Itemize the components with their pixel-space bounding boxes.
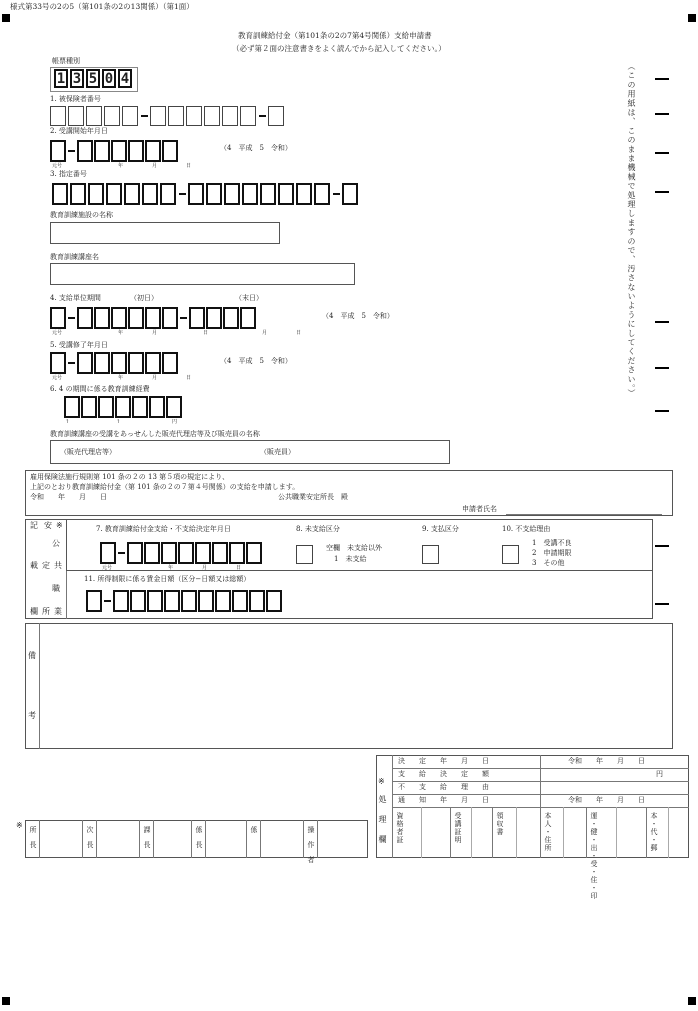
digit-box	[162, 307, 178, 329]
digit-box	[198, 590, 214, 612]
separator-dash	[104, 600, 111, 602]
digit-box	[206, 183, 222, 205]
office-side-label: 業	[54, 607, 62, 616]
office-side-label: ※	[56, 521, 63, 530]
digit-box	[189, 307, 205, 329]
unit-label-day: 日	[203, 330, 209, 336]
digit-box	[162, 140, 178, 162]
form-type-digit: 5	[86, 69, 100, 88]
separator-dash	[180, 317, 187, 319]
digit-box	[164, 590, 180, 612]
digit-box	[223, 307, 239, 329]
digit-box	[212, 542, 228, 564]
unit-label-month: 月	[152, 330, 158, 336]
digit-box	[86, 106, 102, 126]
digit-box	[150, 106, 166, 126]
digit-box	[195, 542, 211, 564]
stamp-col-label: 係長	[195, 826, 203, 856]
separator-dash	[68, 362, 75, 364]
digit-box	[162, 352, 178, 374]
form-type-digit: 4	[118, 69, 132, 88]
check-col-label: 資格者証	[396, 812, 404, 844]
processing-mark: ※	[378, 777, 385, 786]
separator-dash	[259, 115, 266, 117]
unit-label-era: 元号	[52, 163, 63, 169]
digit-box	[144, 542, 160, 564]
unpaid-category-box[interactable]	[296, 545, 313, 564]
digit-box	[160, 183, 176, 205]
digit-box	[88, 183, 104, 205]
digit-box	[122, 106, 138, 126]
office-side-label: 公	[52, 539, 60, 548]
digit-box	[128, 140, 144, 162]
digit-box	[249, 590, 265, 612]
digit-box	[94, 307, 110, 329]
decision-date-label: 7. 教育訓練給付金支給・不支給決定年月日	[96, 525, 231, 533]
digit-box	[98, 396, 114, 418]
unit-label-era: 元号	[52, 375, 63, 381]
remarks-label: 考	[28, 711, 36, 720]
digit-box	[130, 590, 146, 612]
digit-box	[111, 140, 127, 162]
declaration-line: 雇用保険法施行規則第 101 条の２の 13 第５項の規定により、	[30, 473, 230, 481]
check-col-divider	[646, 807, 647, 858]
unit-label-day: 日	[236, 565, 242, 571]
agency-right-label: （販売員）	[260, 448, 295, 456]
digit-box	[128, 352, 144, 374]
stamp-cell	[39, 820, 82, 858]
timing-mark	[655, 367, 669, 369]
digit-box	[77, 140, 93, 162]
payment-period-from-label: （初日）	[130, 294, 158, 302]
digit-box	[86, 590, 102, 612]
digit-box	[222, 106, 238, 126]
era-note: （4 平成 5 令和）	[322, 312, 394, 320]
digit-box	[188, 183, 204, 205]
check-col-line	[421, 807, 422, 858]
unit-label-month: 月	[202, 565, 208, 571]
digit-box	[268, 106, 284, 126]
era-note: （4 平成 5 令和）	[220, 144, 292, 152]
stamp-col-label: 係	[250, 826, 258, 841]
non-payment-reason-option: 1 受講不良	[532, 539, 572, 547]
timing-mark	[655, 410, 669, 412]
stamps-col-line	[191, 820, 192, 858]
digit-box	[68, 106, 84, 126]
digit-box	[104, 106, 120, 126]
remarks-box	[25, 623, 673, 749]
digit-box	[149, 396, 165, 418]
declaration-date: 令和 年 月 日	[30, 493, 107, 501]
timing-mark	[655, 152, 669, 154]
non-payment-reason-option: 2 申請期限	[532, 549, 572, 557]
processing-row-label: 支 給 決 定 額	[398, 770, 489, 778]
tick-mark: ↑	[116, 419, 121, 425]
digit-box	[115, 396, 131, 418]
digit-box	[178, 542, 194, 564]
unit-label-yen: 円	[172, 419, 178, 425]
course-name-input[interactable]	[50, 263, 355, 285]
non-payment-reason-option: 3 その他	[532, 559, 565, 567]
digit-box	[106, 183, 122, 205]
payment-period-to-label: （末日）	[235, 294, 263, 302]
check-col-divider	[492, 807, 493, 858]
unit-label-year: 年	[168, 565, 174, 571]
digit-box	[314, 183, 330, 205]
digit-box	[50, 140, 66, 162]
stamps-col-line	[82, 820, 83, 858]
check-col-label: 運・健・出・受・住・印	[590, 812, 598, 900]
digit-box	[124, 183, 140, 205]
digit-box	[168, 106, 184, 126]
designation-number-label: 3. 指定番号	[50, 170, 87, 178]
stamp-cell	[96, 820, 139, 858]
digit-box	[111, 307, 127, 329]
digit-box	[206, 307, 222, 329]
digit-box	[50, 307, 66, 329]
non-payment-reason-box[interactable]	[502, 545, 519, 564]
digit-box	[161, 542, 177, 564]
digit-box	[186, 106, 202, 126]
stamp-col-label: 所長	[29, 826, 37, 856]
unit-label-month: 月	[262, 330, 268, 336]
declaration-line: 上記のとおり教育訓練給付金（第 101 条の２の７第４号関係）の支給を申請します。	[30, 483, 300, 491]
unpaid-category-option: 1 未支給	[334, 555, 367, 563]
check-col-label: 受講証明	[454, 812, 462, 844]
tick-mark: ↑	[65, 419, 70, 425]
digit-box	[246, 542, 262, 564]
registration-mark-top-right	[688, 14, 696, 22]
unit-label-month: 月	[152, 163, 158, 169]
unit-label-year: 年	[118, 330, 124, 336]
separator-dash	[141, 115, 148, 117]
check-col-line	[471, 807, 472, 858]
side-note: （この用紙は、このまま機械で処理しますので、汚さないようにしてください。）	[627, 62, 636, 399]
check-col-divider	[540, 807, 541, 858]
era-note: （4 平成 5 令和）	[220, 357, 292, 365]
processing-row-label: 不 支 給 理 由	[398, 783, 489, 791]
stamp-col-label: 課長	[143, 826, 151, 856]
stamp-cell	[260, 820, 303, 858]
timing-mark	[655, 113, 669, 115]
office-side-label: 職	[52, 584, 60, 593]
digit-box	[145, 307, 161, 329]
digit-box	[77, 352, 93, 374]
form-subtitle: （必ず第２面の注意書きをよく読んでから記入してください。）	[232, 44, 446, 53]
digit-box	[240, 307, 256, 329]
unit-label-day: 日	[186, 375, 192, 381]
processing-row-label: 決 定 年 月 日	[398, 757, 489, 765]
digit-box	[127, 542, 143, 564]
digit-box	[70, 183, 86, 205]
stamps-col-line	[246, 820, 247, 858]
unit-label-day: 日	[296, 330, 302, 336]
digit-box	[260, 183, 276, 205]
digit-box	[77, 307, 93, 329]
timing-mark	[655, 545, 669, 547]
unpaid-category-option: 空欄 未支給以外	[326, 544, 382, 552]
digit-box	[128, 307, 144, 329]
registration-mark-bottom-left	[2, 997, 10, 1005]
digit-box	[111, 352, 127, 374]
processing-row-label: 通 知 年 月 日	[398, 796, 489, 804]
separator-dash	[118, 552, 125, 554]
timing-mark	[655, 321, 669, 323]
digit-box	[50, 106, 66, 126]
non-payment-reason-label: 10. 不支給理由	[502, 525, 551, 533]
office-side-label: 定	[42, 561, 50, 570]
remarks-label: 備	[28, 651, 36, 660]
digit-box	[296, 183, 312, 205]
digit-box	[94, 352, 110, 374]
digit-box	[81, 396, 97, 418]
form-code: 様式第33号の2の5（第101条の2の13関係）（第1面）	[10, 2, 194, 11]
stamp-cell	[205, 820, 246, 858]
insured-number-label: 1. 被保険者番号	[50, 95, 101, 103]
office-side-label: 記	[30, 521, 38, 530]
unit-label-year: 年	[118, 163, 124, 169]
separator-dash	[333, 193, 340, 195]
digit-box	[147, 590, 163, 612]
digit-box	[166, 396, 182, 418]
digit-box	[142, 183, 158, 205]
check-col-line	[563, 807, 564, 858]
processing-row-value: 令和 年 月 日	[568, 796, 645, 804]
digit-box	[242, 183, 258, 205]
unit-label-day: 日	[186, 163, 192, 169]
timing-mark	[655, 191, 669, 193]
check-col-label: 本・代・郵	[650, 812, 658, 852]
digit-box	[181, 590, 197, 612]
check-col-line	[616, 807, 617, 858]
digit-box	[342, 183, 358, 205]
stamp-col-label: 次長	[86, 826, 94, 856]
check-col-line	[516, 807, 517, 858]
form-type-digit: 3	[70, 69, 84, 88]
applicant-name-line	[506, 514, 662, 515]
course-name-label: 教育訓練講座名	[50, 253, 99, 261]
registration-mark-top-left	[2, 14, 10, 22]
processing-value-divider	[540, 755, 541, 807]
unit-label-month: 月	[152, 375, 158, 381]
office-side-label: 欄	[30, 607, 38, 616]
wage-daily-label: 11. 所得制限に係る賃金日額（区分−日額又は総額）	[84, 575, 251, 583]
digit-box	[278, 183, 294, 205]
office-addressee: 公共職業安定所長 殿	[278, 493, 348, 501]
check-col-label: 領収書	[496, 812, 504, 836]
digit-box	[64, 396, 80, 418]
agency-label: 教育訓練講座の受講をあっせんした販売代理店等及び販売員の名称	[50, 430, 260, 438]
digit-box	[145, 140, 161, 162]
check-col-divider	[450, 807, 451, 858]
stamps-mark: ※	[16, 821, 23, 830]
stamp-cell	[153, 820, 191, 858]
processing-row-value: 円	[656, 770, 663, 778]
office-side-label: 共	[54, 561, 62, 570]
digit-box	[229, 542, 245, 564]
digit-box	[113, 590, 129, 612]
stamps-col-line	[303, 820, 304, 858]
completion-date-label: 5. 受講修了年月日	[50, 341, 108, 349]
digit-box	[50, 352, 66, 374]
separator-dash	[68, 150, 75, 152]
start-date-label: 2. 受講開始年月日	[50, 127, 108, 135]
remarks-divider	[39, 623, 40, 749]
check-col-line	[668, 807, 669, 858]
payment-period-label: 4. 支給単位期間	[50, 294, 101, 302]
form-type-label: 帳票種別	[52, 57, 80, 65]
training-expenses-label: 6. 4 の期間に係る教育訓練経費	[50, 385, 150, 393]
timing-mark	[655, 78, 669, 80]
office-side-label: 安	[44, 521, 52, 530]
unit-label-year: 年	[118, 375, 124, 381]
payment-category-box[interactable]	[422, 545, 439, 564]
digit-box	[215, 590, 231, 612]
digit-box	[100, 542, 116, 564]
office-side-label: 所	[42, 607, 50, 616]
unit-label-era: 元号	[52, 330, 63, 336]
facility-name-label: 教育訓練施設の名称	[50, 211, 113, 219]
processing-label: 処理欄	[378, 795, 387, 855]
timing-mark	[655, 603, 669, 605]
separator-dash	[179, 193, 186, 195]
check-col-divider	[586, 807, 587, 858]
form-title: 教育訓練給付金（第101条の2の7第4号関係）支給申請書	[238, 31, 432, 40]
digit-box	[232, 590, 248, 612]
digit-box	[266, 590, 282, 612]
digit-box	[240, 106, 256, 126]
form-type-digit: 1	[54, 69, 68, 88]
facility-name-input[interactable]	[50, 222, 280, 244]
applicant-name-label: 申請者氏名	[462, 505, 497, 513]
payment-category-label: 9. 支払区分	[422, 525, 459, 533]
stamp-cell	[317, 820, 368, 858]
stamp-col-label: 操作者	[307, 826, 315, 871]
digit-box	[224, 183, 240, 205]
separator-dash	[68, 317, 75, 319]
unpaid-category-label: 8. 未支給区分	[296, 525, 340, 533]
digit-box	[145, 352, 161, 374]
digit-box	[132, 396, 148, 418]
stamps-col-line	[139, 820, 140, 858]
unit-label-era: 元号	[102, 565, 113, 571]
digit-box	[94, 140, 110, 162]
office-side-label: 載	[30, 561, 38, 570]
registration-mark-bottom-right	[688, 997, 696, 1005]
processing-row-value: 令和 年 月 日	[568, 757, 645, 765]
digit-box	[204, 106, 220, 126]
agency-left-label: （販売代理店等）	[60, 448, 116, 456]
digit-box	[52, 183, 68, 205]
form-type-digit: 0	[102, 69, 116, 88]
check-col-label: 本人・住所	[544, 812, 552, 852]
